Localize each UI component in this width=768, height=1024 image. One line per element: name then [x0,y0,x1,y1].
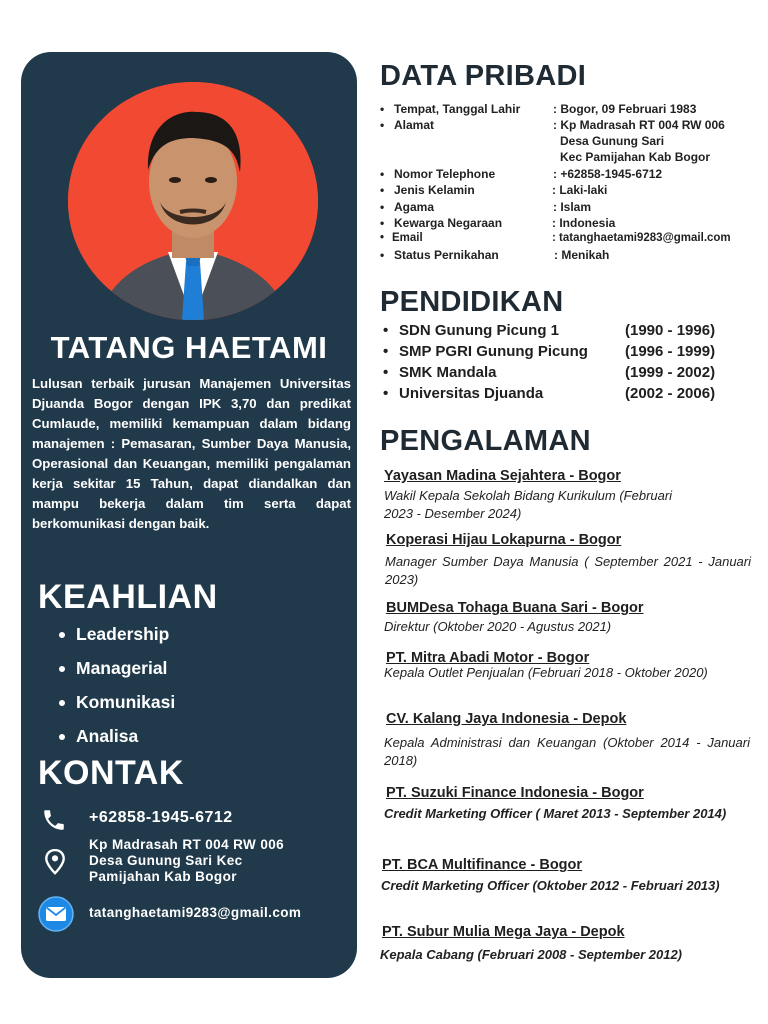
education-school: SMP PGRI Gunung Picung [399,343,588,360]
profile-summary: Lulusan terbaik jurusan Manajemen Universitas Djuanda Bogor dengan IPK 3,70 dan predikat Cumlaude, memiliki kemampuan dalam bidang manajemen : Pemasaran, Sumber Daya Manusia, Operasional dan Keuangan, memiliki pengalaman kerja sekitar 15 Tahun, dapat diandalkan dan mampu bekerja dalam tim serta dapat berkomunikasi dengan baik. [32,376,351,531]
personal-label: Status Pernikahan [394,248,499,262]
experience-role: Direktur (Oktober 2020 - Agustus 2021) [384,619,612,634]
phone-icon [41,807,67,833]
email-icon [38,896,74,932]
education-school: SDN Gunung Picung 1 [399,322,559,339]
sidebar [21,52,357,978]
personal-value: : Menikah [554,248,610,262]
education-years: (1996 - 1999) [625,343,716,360]
experience-company: PT. Suzuki Finance Indonesia - Bogor [386,785,644,801]
personal-label: Kewarga Negaraan [394,216,503,230]
experience-company: PT. Mitra Abadi Motor - Bogor [386,650,590,666]
personal-label: Agama [394,200,435,214]
skill-item: Analisa [76,726,175,760]
personal-value: Kec Pamijahan Kab Bogor [560,150,711,164]
personal-value: : Bogor, 09 Februari 1983 [553,102,697,116]
personal-value: : Indonesia [552,216,616,230]
profile-name: TATANG HAETAMI [50,330,328,365]
experience-company: CV. Kalang Jaya Indonesia - Depok [386,711,627,727]
education-school: Universitas Djuanda [399,385,544,402]
personal-heading: DATA PRIBADI [380,60,587,92]
address-line: Desa Gunung Sari Kec [89,853,243,868]
personal-label: Email [392,232,423,244]
experience-company: Yayasan Madina Sejahtera - Bogor [384,468,621,484]
personal-value: : Laki-laki [552,183,608,197]
skill-item: Managerial [76,658,175,692]
personal-value: Desa Gunung Sari [560,134,665,148]
contact-email-row [41,896,351,932]
experience-role: Manager Sumber Daya Manusia ( September 2021 - Januari 2023) [385,554,751,587]
address-line: Kp Madrasah RT 004 RW 006 [89,837,285,852]
experience-company: PT. BCA Multifinance - Bogor [382,857,583,873]
personal-value: : +62858-1945-6712 [553,167,663,181]
experience-role: Kepala Cabang (Februari 2008 - September 2012) [380,947,683,962]
personal-label: Nomor Telephone [394,167,496,181]
skill-item: Komunikasi [76,692,175,726]
experience-role: Kepala Outlet Penjualan (Februari 2018 - Oktober 2020) [384,665,708,680]
location-pin-icon [44,849,66,875]
experience-company: Koperasi Hijau Lokapurna - Bogor [386,532,622,548]
contact-address-row [41,837,351,889]
skills-list [76,624,175,760]
experience-role: Wakil Kepala Sekolah Bidang Kurikulum (Februari 2023 - Desember 2024) [384,488,673,521]
education-school: SMK Mandala [399,364,497,381]
skill-item: Leadership [76,624,175,658]
experience-company: BUMDesa Tohaga Buana Sari - Bogor [386,600,644,616]
experience-role: Credit Marketing Officer ( Maret 2013 - September 2014) [384,806,727,821]
education-years: (1999 - 2002) [625,364,716,381]
contact-phone[interactable]: +62858-1945-6712 [89,809,233,826]
experience-heading: PENGALAMAN [380,425,591,457]
personal-value: : Islam [553,200,592,214]
personal-value: : Kp Madrasah RT 004 RW 006 [553,118,725,132]
education-years: (1990 - 1996) [625,322,716,339]
contact-heading: KONTAK [38,754,184,792]
profile-photo [68,82,318,320]
personal-label: Jenis Kelamin [394,183,475,197]
person-portrait-icon [68,82,318,320]
contact-email[interactable]: tatanghaetami9283@gmail.com [89,905,302,920]
personal-label: Alamat [394,118,435,132]
experience-role: Credit Marketing Officer (Oktober 2012 - Februari 2013) [381,878,720,893]
education-years: (2002 - 2006) [625,385,716,402]
skills-heading: KEAHLIAN [38,578,218,616]
contact-phone-row [41,805,351,835]
contact-address [89,837,284,885]
address-line: Pamijahan Kab Bogor [89,869,237,884]
experience-role: Kepala Administrasi dan Keuangan (Oktober 2014 - Januari 2018) [384,735,750,768]
education-heading: PENDIDIKAN [380,286,564,318]
personal-label: Tempat, Tanggal Lahir [394,102,521,116]
experience-company: PT. Subur Mulia Mega Jaya - Depok [382,924,625,940]
personal-value[interactable]: : tatanghaetami9283@gmail.com [552,232,731,244]
